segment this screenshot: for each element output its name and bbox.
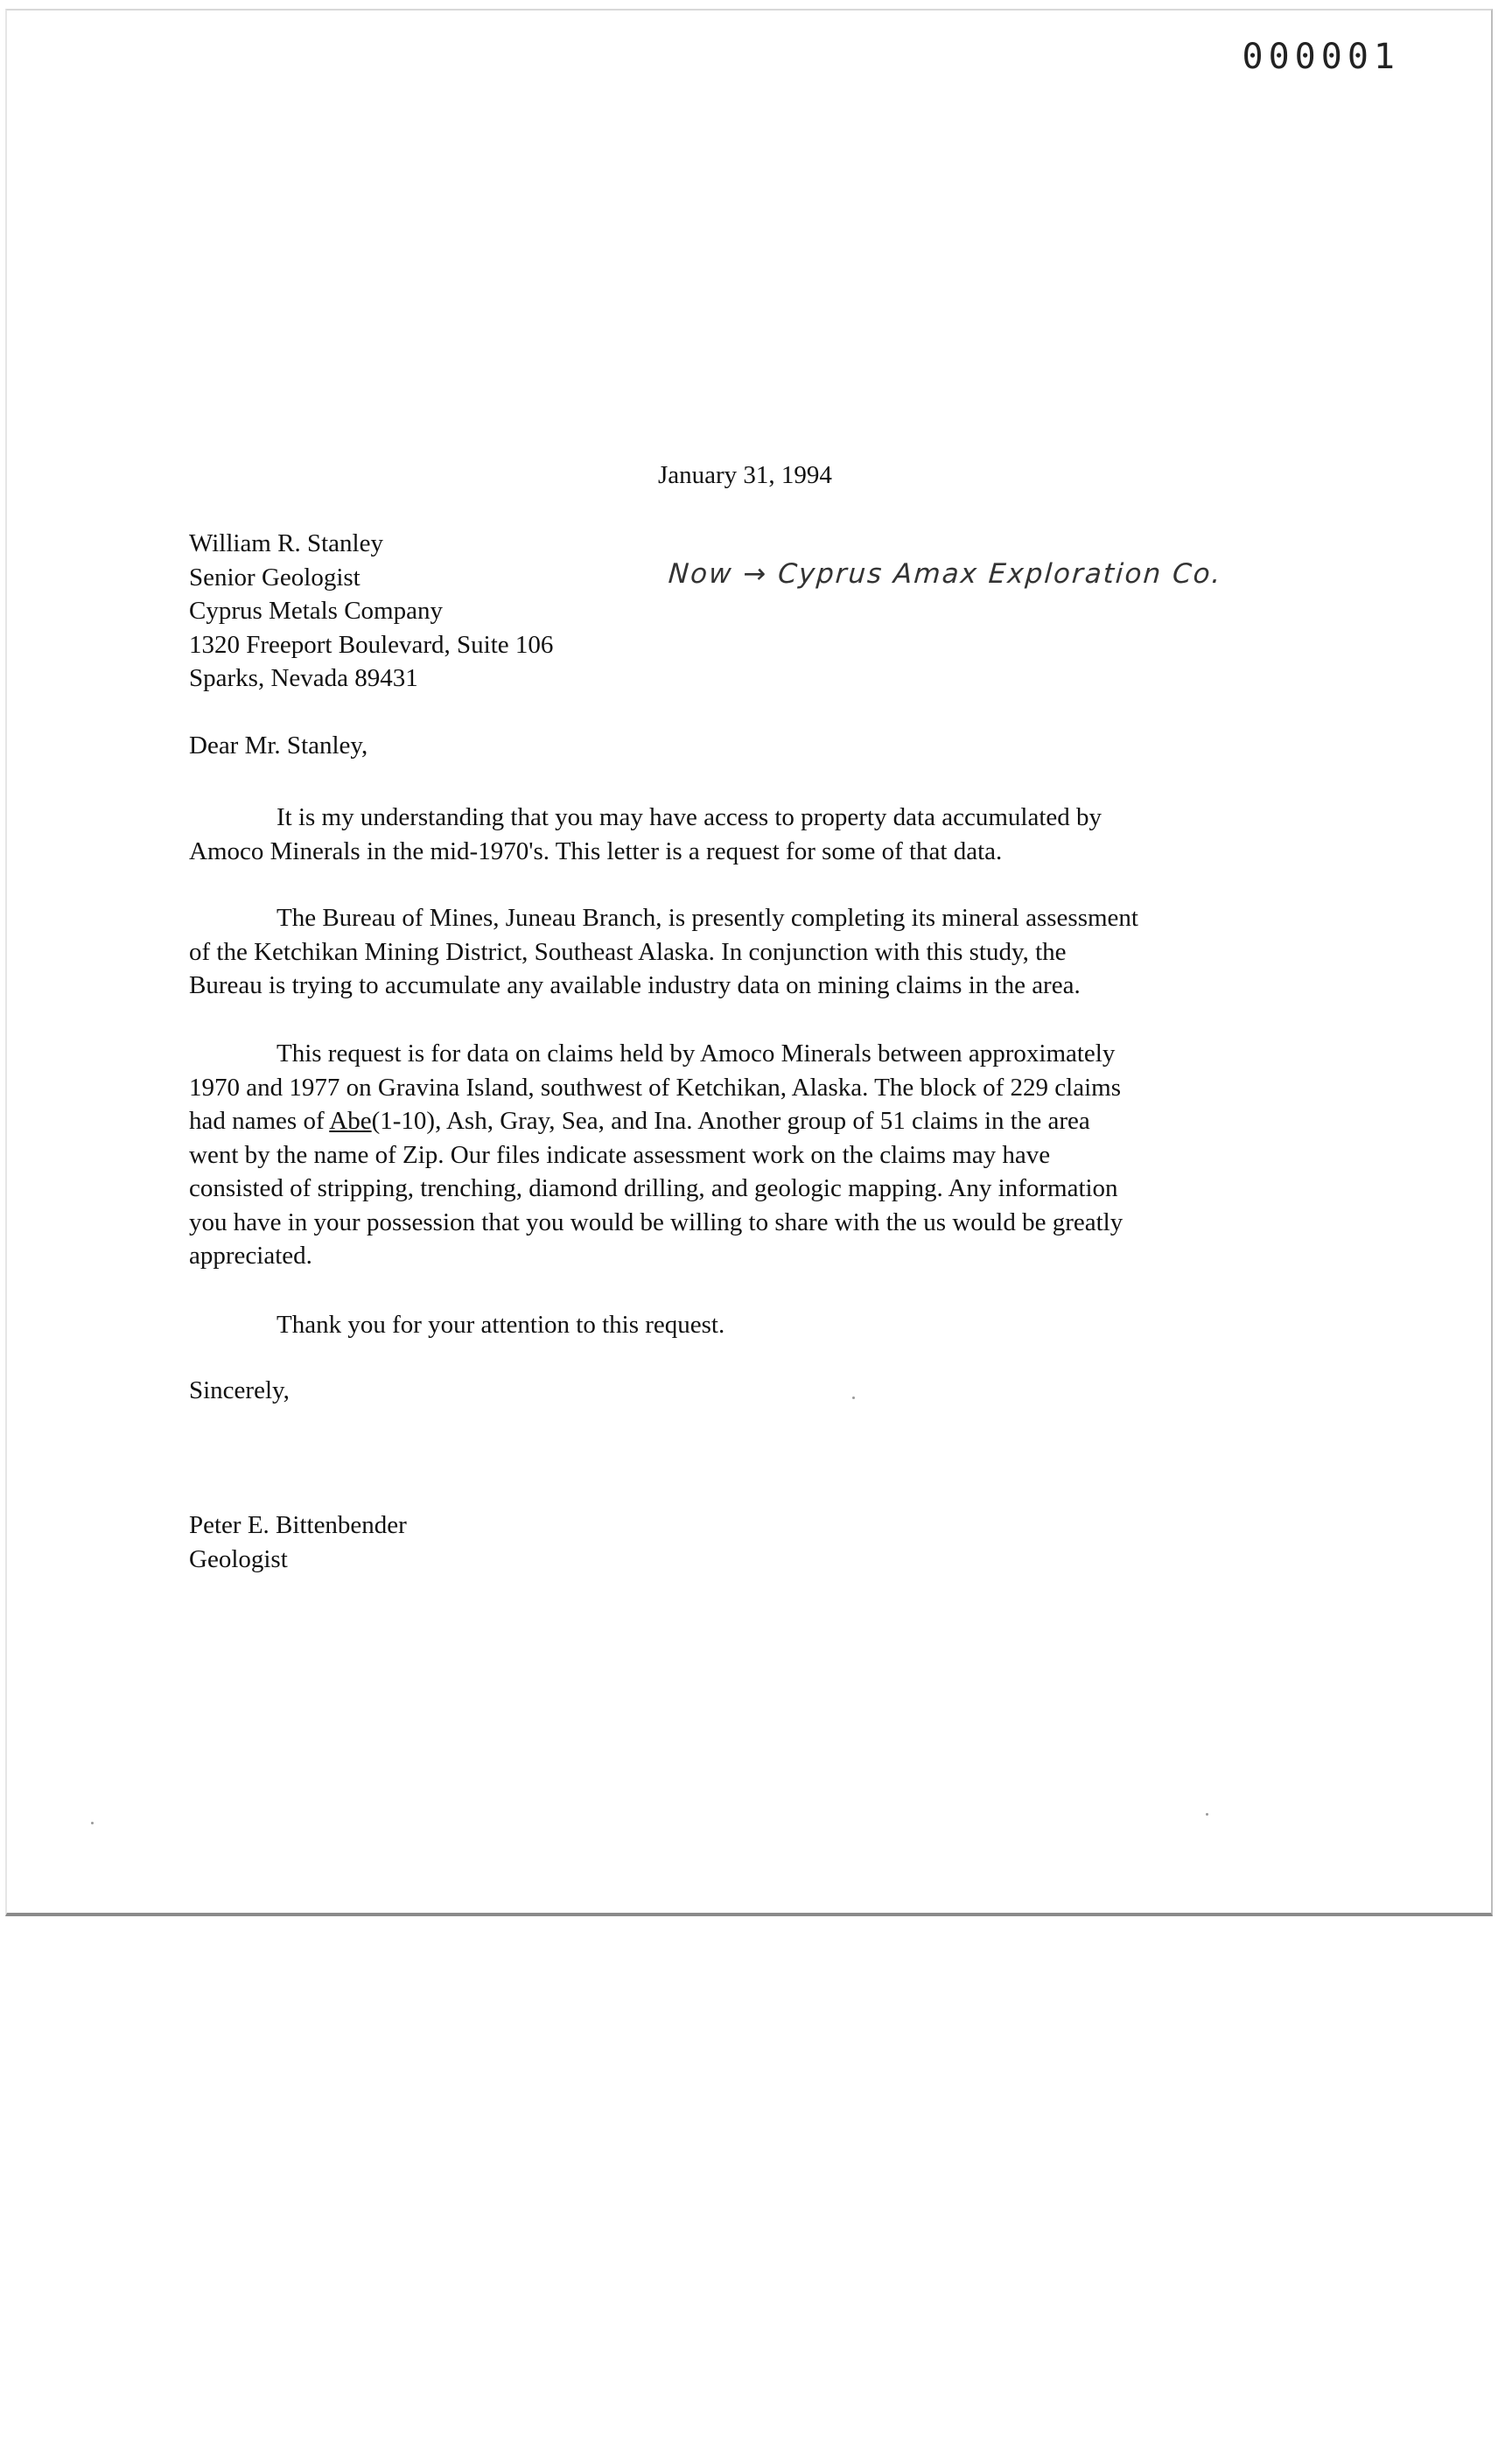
recipient-company: Cyprus Metals Company xyxy=(189,597,443,625)
paragraph-line: Bureau is trying to accumulate any available industry data on mining claims in the area. xyxy=(189,971,1081,999)
letter-date: January 31, 1994 xyxy=(658,461,832,489)
letter-page xyxy=(5,9,1493,1916)
paragraph-line: 1970 and 1977 on Gravina Island, southwest of Ketchikan, Alaska. The block of 229 claims xyxy=(189,1073,1121,1102)
paragraph-line: This request is for data on claims held by Amoco Minerals between approximately xyxy=(276,1040,1116,1068)
recipient-address xyxy=(189,527,553,696)
scan-speck xyxy=(852,1396,855,1399)
paragraph-4 xyxy=(189,1308,1326,1342)
closing: Sincerely, xyxy=(189,1376,290,1404)
paragraph-line: went by the name of Zip. Our files indicate assessment work on the claims may have xyxy=(189,1140,1051,1169)
paragraph-line: Thank you for your attention to this request. xyxy=(276,1311,725,1339)
recipient-street: 1320 Freeport Boulevard, Suite 106 xyxy=(189,630,554,659)
paragraph-3 xyxy=(189,1037,1326,1273)
paragraph-line: The Bureau of Mines, Juneau Branch, is presently completing its mineral assessment xyxy=(276,904,1138,932)
recipient-city: Sparks, Nevada 89431 xyxy=(189,664,418,692)
paragraph-line xyxy=(189,1104,1326,1138)
paragraph-line: consisted of stripping, trenching, diamond drilling, and geologic mapping. Any information xyxy=(189,1174,1118,1202)
paragraph-2 xyxy=(189,901,1326,1003)
paragraph-line: of the Ketchikan Mining District, Southeast Alaska. In conjunction with this study, the xyxy=(189,937,1067,966)
paragraph-text: had names of xyxy=(189,1107,330,1135)
paragraph-1 xyxy=(189,801,1326,868)
salutation: Dear Mr. Stanley, xyxy=(189,732,368,760)
scan-speck xyxy=(1206,1813,1208,1816)
paragraph-line: appreciated. xyxy=(189,1242,312,1270)
bleed-through-stamp xyxy=(1158,124,1386,247)
signature-block xyxy=(189,1508,407,1576)
page-number: 000001 xyxy=(1242,37,1400,77)
signer-title: Geologist xyxy=(189,1544,288,1573)
signer-name: Peter E. Bittenbender xyxy=(189,1511,407,1539)
paragraph-line: Amoco Minerals in the mid-1970's. This letter is a request for some of that data. xyxy=(189,836,1003,865)
recipient-title: Senior Geologist xyxy=(189,563,360,592)
paragraph-text: (1-10), Ash, Gray, Sea, and Ina. Another group of 51 claims in the area xyxy=(371,1107,1090,1135)
handwritten-annotation: Now → Cyprus Amax Exploration Co. xyxy=(667,558,1223,590)
scan-speck xyxy=(91,1822,94,1824)
recipient-name: William R. Stanley xyxy=(189,529,383,557)
paragraph-line: you have in your possession that you would be willing to share with the us would be greatly xyxy=(189,1208,1124,1236)
underlined-claim-name: Abe xyxy=(329,1107,372,1135)
paragraph-line: It is my understanding that you may have access to property data accumulated by xyxy=(276,803,1102,831)
